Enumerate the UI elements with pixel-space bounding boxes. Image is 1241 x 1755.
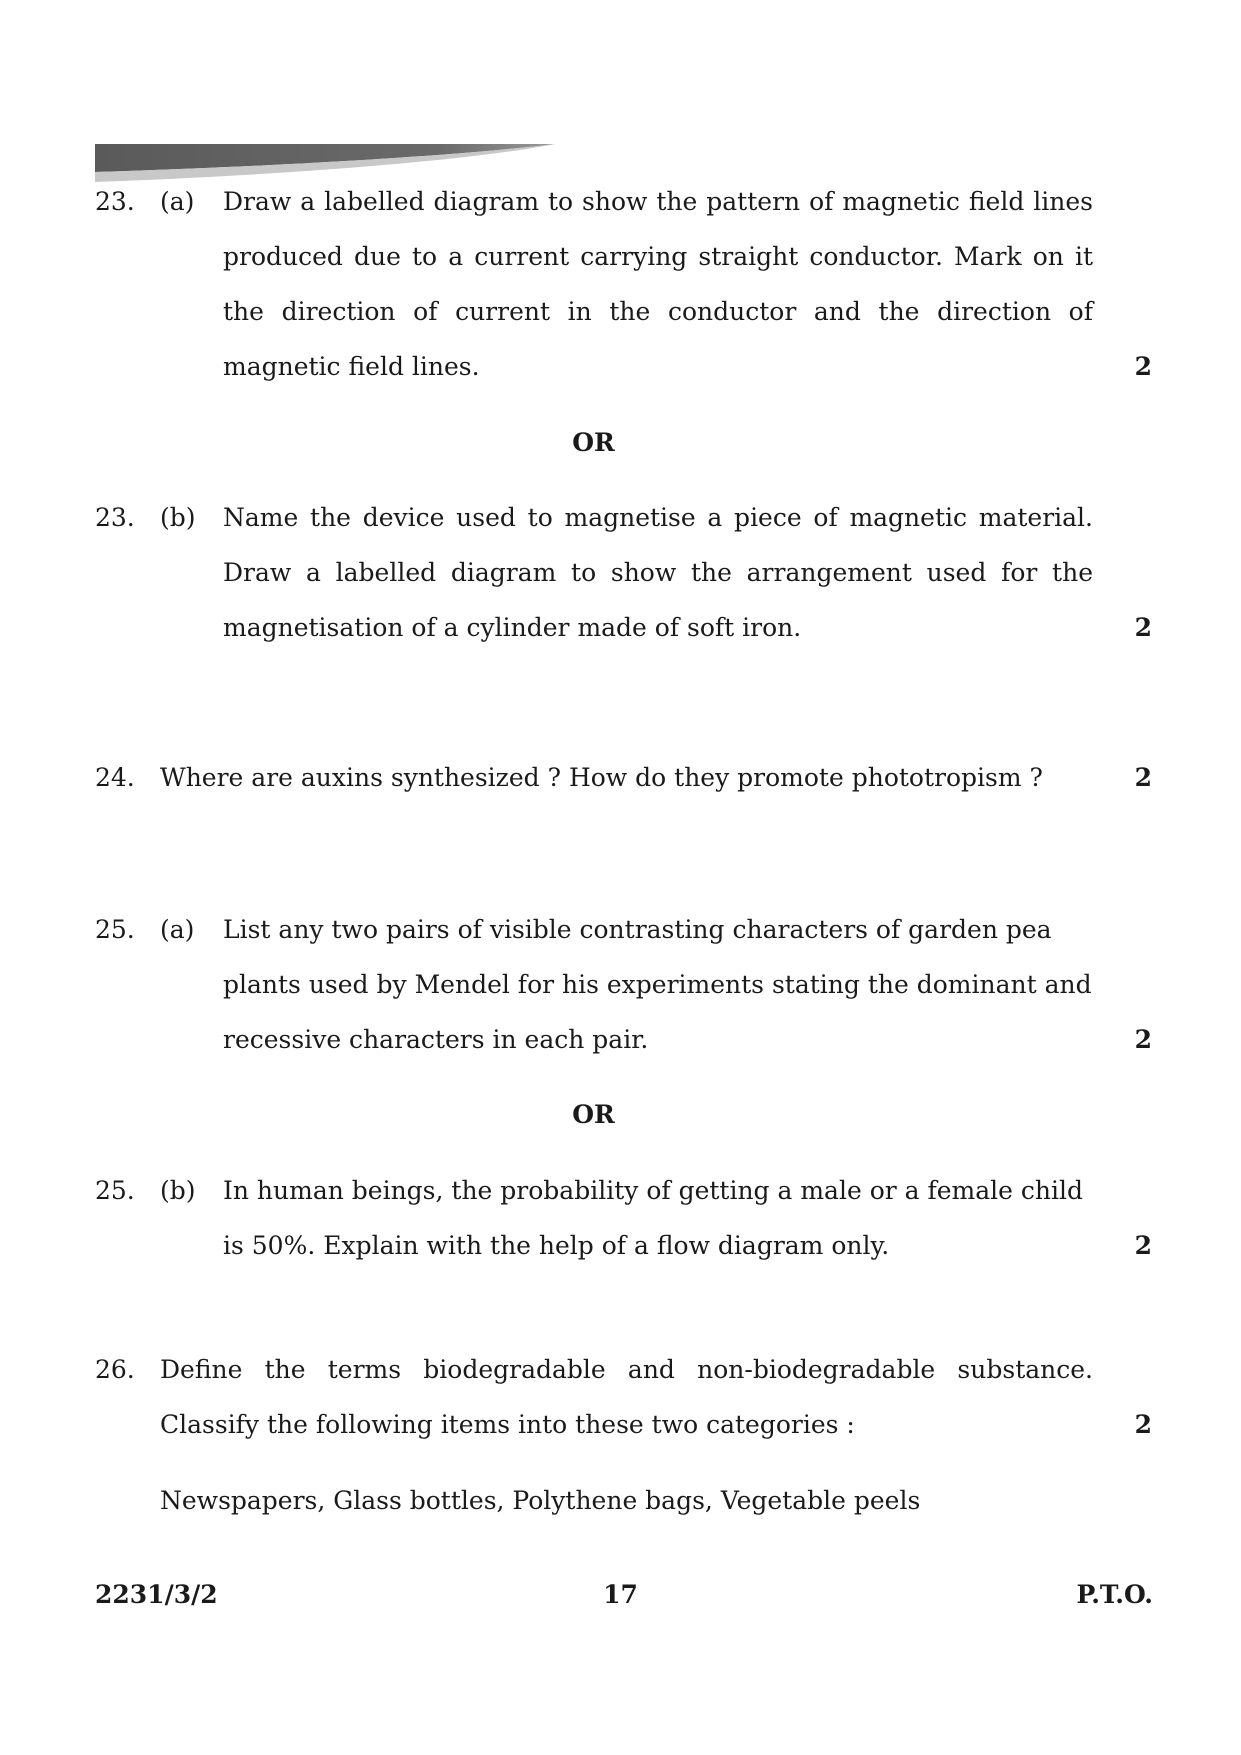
question-part: (a) — [160, 187, 195, 216]
question-text-line: Name the device used to magnetise a piece of magnetic material. — [223, 503, 1093, 532]
question-text-line: List any two pairs of visible contrasting characters of garden pea — [223, 915, 1052, 944]
question-marks: 2 — [1134, 763, 1152, 792]
question-text-line: magnetic field lines. — [223, 352, 480, 381]
question-items-list: Newspapers, Glass bottles, Polythene bags, Vegetable peels — [160, 1486, 921, 1515]
question-text-line: Draw a labelled diagram to show the arrangement used for the — [223, 558, 1093, 587]
question-marks: 2 — [1134, 1231, 1152, 1260]
question-marks: 2 — [1134, 613, 1152, 642]
question-number: 25. — [95, 1176, 135, 1205]
question-text-line: In human beings, the probability of getting a male or a female child — [223, 1176, 1083, 1205]
paper-code: 2231/3/2 — [95, 1580, 218, 1609]
question-part: (b) — [160, 503, 196, 532]
header-banner-swoosh — [95, 144, 555, 186]
question-text-line: plants used by Mendel for his experiments stating the dominant and — [223, 970, 1092, 999]
question-text-line: produced due to a current carrying straight conductor. Mark on it — [223, 242, 1093, 271]
question-marks: 2 — [1134, 352, 1152, 381]
question-number: 23. — [95, 503, 135, 532]
question-text-line: is 50%. Explain with the help of a flow diagram only. — [223, 1231, 890, 1260]
or-separator: OR — [572, 428, 615, 457]
question-text-line: Define the terms biodegradable and non-biodegradable substance. — [160, 1355, 1093, 1384]
question-text-line: recessive characters in each pair. — [223, 1025, 649, 1054]
question-text-line: Where are auxins synthesized ? How do they promote phototropism ? — [160, 763, 1043, 792]
question-number: 23. — [95, 187, 135, 216]
question-marks: 2 — [1134, 1410, 1152, 1439]
question-text-line: Draw a labelled diagram to show the pattern of magnetic field lines — [223, 187, 1093, 216]
question-text-line: magnetisation of a cylinder made of soft iron. — [223, 613, 802, 642]
question-text-line: Classify the following items into these two categories : — [160, 1410, 855, 1439]
question-part: (a) — [160, 915, 195, 944]
question-part: (b) — [160, 1176, 196, 1205]
page-number: 17 — [603, 1580, 638, 1609]
question-number: 25. — [95, 915, 135, 944]
question-number: 24. — [95, 763, 135, 792]
question-number: 26. — [95, 1355, 135, 1384]
question-marks: 2 — [1134, 1025, 1152, 1054]
pto-label: P.T.O. — [1076, 1580, 1153, 1609]
question-text-line: the direction of current in the conductor and the direction of — [223, 297, 1093, 326]
or-separator: OR — [572, 1100, 615, 1129]
